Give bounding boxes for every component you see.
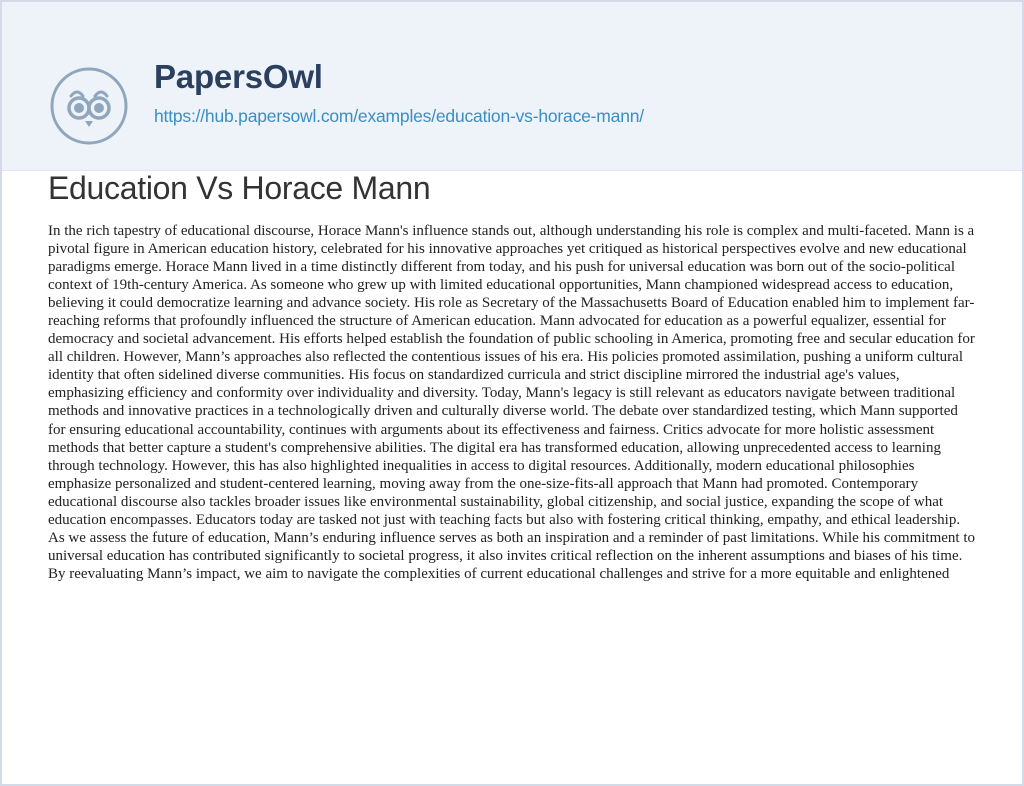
essay-url-link[interactable]: https://hub.papersowl.com/examples/education-vs-horace-mann/ — [154, 106, 644, 126]
site-header — [2, 2, 1022, 171]
essay-body-text: In the rich tapestry of educational discourse, Horace Mann's influence stands out, although understanding his role is complex and multi-faceted. Mann is a pivotal figure in American education history, celebrated for his innovative approaches yet critiqued as historical perspectives evolve and new educational paradigms emerge. Horace Mann lived in a time distinctly different from today, and his push for universal education was born out of the socio-political context of 19th-century America. As someone who grew up with limited educational opportunities, Mann championed widespread access to education, believing it could democratize learning and advance society. His role as Secretary of the Massachusetts Board of Education enabled him to implement far-reaching reforms that profoundly influenced the structure of American education. Mann advocated for education as a powerful equalizer, essential for democracy and societal advancement. His efforts helped establish the foundation of public schooling in America, promoting free and secular education for all children. However, Mann’s approaches also reflected the contentious issues of his era. His policies promoted assimilation, pushing a uniform cultural identity that often sidelined diverse communities. His focus on standardized curricula and strict discipline mirrored the industrial age's values, emphasizing efficiency and conformity over individuality and diversity. Today, Mann's legacy is still relevant as educators navigate between traditional methods and innovative practices in a technologically driven and culturally diverse world. The debate over standardized testing, which Mann supported for ensuring educational accountability, continues with arguments about its effectiveness and fairness. Critics advocate for more holistic assessment methods that better capture a student's comprehensive abilities. The digital era has transformed education, allowing unprecedented access to learning through technology. However, this has also highlighted inequalities in access to digital resources. Additionally, modern educational philosophies emphasize personalized and student-centered learning, moving away from the one-size-fits-all approach that Mann had promoted. Contemporary educational discourse also tackles broader issues like environmental sustainability, global citizenship, and social justice, expanding the scope of what education encompasses. Educators today are tasked not just with teaching facts but also with fostering critical thinking, empathy, and ethical leadership. As we assess the future of education, Mann’s enduring influence serves as both an inspiration and a reminder of past limitations. While his commitment to universal education has contributed significantly to societal progress, it also invites critical reflection on the inherent assumptions and biases of his time. By reevaluating Mann’s impact, we aim to navigate the complexities of current educational challenges and strive for a more equitable and enlightened — [48, 223, 976, 582]
essay-title: Education Vs Horace Mann — [48, 170, 431, 206]
owl-logo-icon — [49, 66, 129, 146]
site-brand-name: PapersOwl — [154, 58, 323, 95]
